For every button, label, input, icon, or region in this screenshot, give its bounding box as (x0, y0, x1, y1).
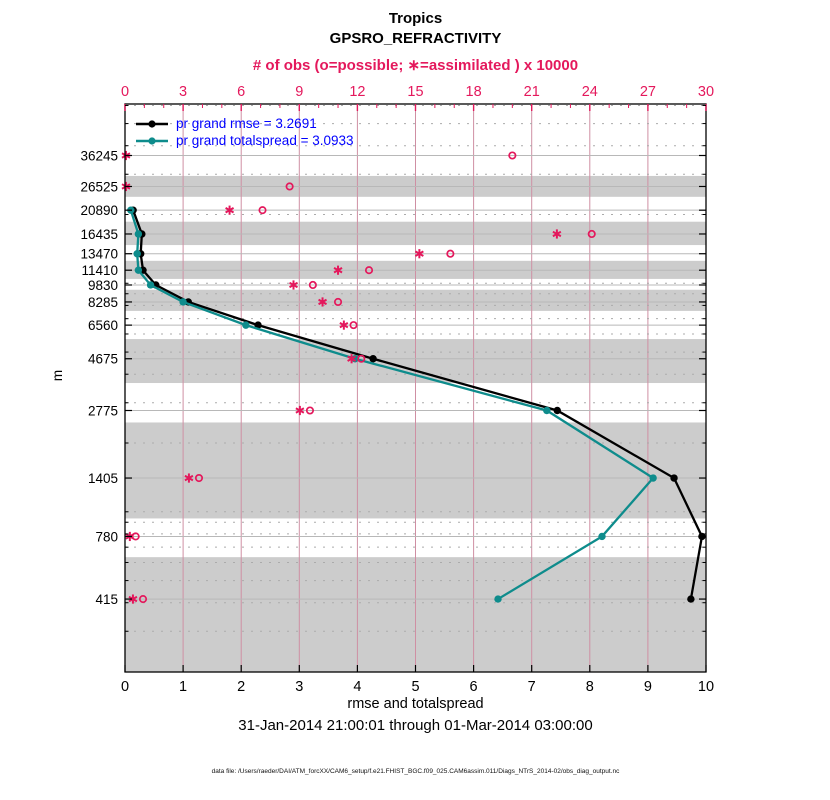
totalspread-point (649, 474, 656, 481)
top-tick-label: 15 (407, 84, 424, 100)
rmse-point (554, 407, 561, 414)
legend-label-totalspread: pr grand totalspread = 3.0933 (176, 133, 354, 148)
totalspread-line-sample-icon (135, 135, 169, 147)
totalspread-point (598, 533, 605, 540)
totalspread-point (135, 266, 142, 273)
y-tick-label: 415 (95, 592, 118, 608)
x-tick-label: 4 (353, 679, 362, 695)
y-tick-label: 6560 (87, 318, 118, 334)
x-tick-label: 9 (643, 679, 652, 695)
totalspread-point (543, 407, 550, 414)
totalspread-point (135, 230, 142, 237)
y-tick-label: 26525 (80, 179, 118, 195)
rmse-line-sample-icon (135, 118, 169, 130)
x-tick-label: 0 (120, 679, 130, 695)
totalspread-point (494, 595, 501, 602)
x-tick-label: 10 (697, 679, 715, 695)
top-tick-label: 12 (349, 84, 366, 100)
legend-row-rmse (135, 115, 354, 132)
y-tick-label: 13470 (80, 246, 118, 262)
y-tick-label: 780 (95, 529, 118, 545)
x-axis-label: rmse and totalspread (347, 696, 484, 712)
x-tick-label: 6 (469, 679, 478, 695)
observation-type-title: GPSRO_REFRACTIVITY (329, 30, 502, 47)
y-tick-label: 20890 (80, 203, 118, 219)
top-tick-label: 0 (120, 84, 130, 100)
top-tick-label: 3 (179, 84, 188, 100)
data-file-path: data file: /Users/raeder/DAI/ATM_forcXX/CAM6_setup/f.e21.FHIST_BGC.f09_025.CAM6assim.011/Diags_NTrS_2014-02/obs_diag_output.nc (211, 768, 620, 775)
legend (135, 115, 354, 149)
y-tick-label: 1405 (87, 471, 118, 487)
top-axis-label: # of obs (o=possible; ∗=assimilated ) x 10000 (252, 57, 579, 74)
rmse-point (687, 595, 694, 602)
y-axis-label: m (50, 369, 66, 382)
totalspread-point (134, 250, 141, 257)
y-tick-label: 8285 (87, 294, 118, 310)
totalspread-point (179, 298, 186, 305)
top-tick-label: 21 (523, 84, 540, 100)
top-tick-label: 24 (581, 84, 598, 100)
rmse-point (670, 474, 677, 481)
x-tick-label: 7 (527, 679, 536, 695)
y-tick-label: 2775 (87, 403, 118, 419)
x-tick-label: 8 (585, 679, 594, 695)
date-range: 31-Jan-2014 21:00:01 through 01-Mar-2014 03:00:00 (238, 717, 593, 734)
y-tick-label: 4675 (87, 351, 118, 367)
top-tick-label: 27 (639, 84, 656, 100)
y-tick-label: 36245 (80, 148, 118, 164)
legend-label-rmse: pr grand rmse = 3.2691 (176, 116, 317, 131)
totalspread-point (242, 321, 249, 328)
page-title: Tropics (388, 10, 443, 27)
x-tick-label: 1 (179, 679, 188, 695)
top-tick-label: 6 (237, 84, 246, 100)
x-tick-label: 5 (411, 679, 420, 695)
top-tick-label: 9 (295, 84, 304, 100)
top-tick-label: 30 (697, 84, 715, 100)
totalspread-point (147, 281, 154, 288)
top-tick-label: 18 (465, 84, 482, 100)
x-tick-label: 3 (295, 679, 304, 695)
y-tick-label: 11410 (81, 263, 118, 279)
rmse-point (369, 355, 376, 362)
y-tick-label: 16435 (80, 226, 118, 242)
y-tick-label: 9830 (87, 277, 118, 293)
legend-row-totalspread (135, 132, 354, 149)
x-tick-label: 2 (237, 679, 246, 695)
